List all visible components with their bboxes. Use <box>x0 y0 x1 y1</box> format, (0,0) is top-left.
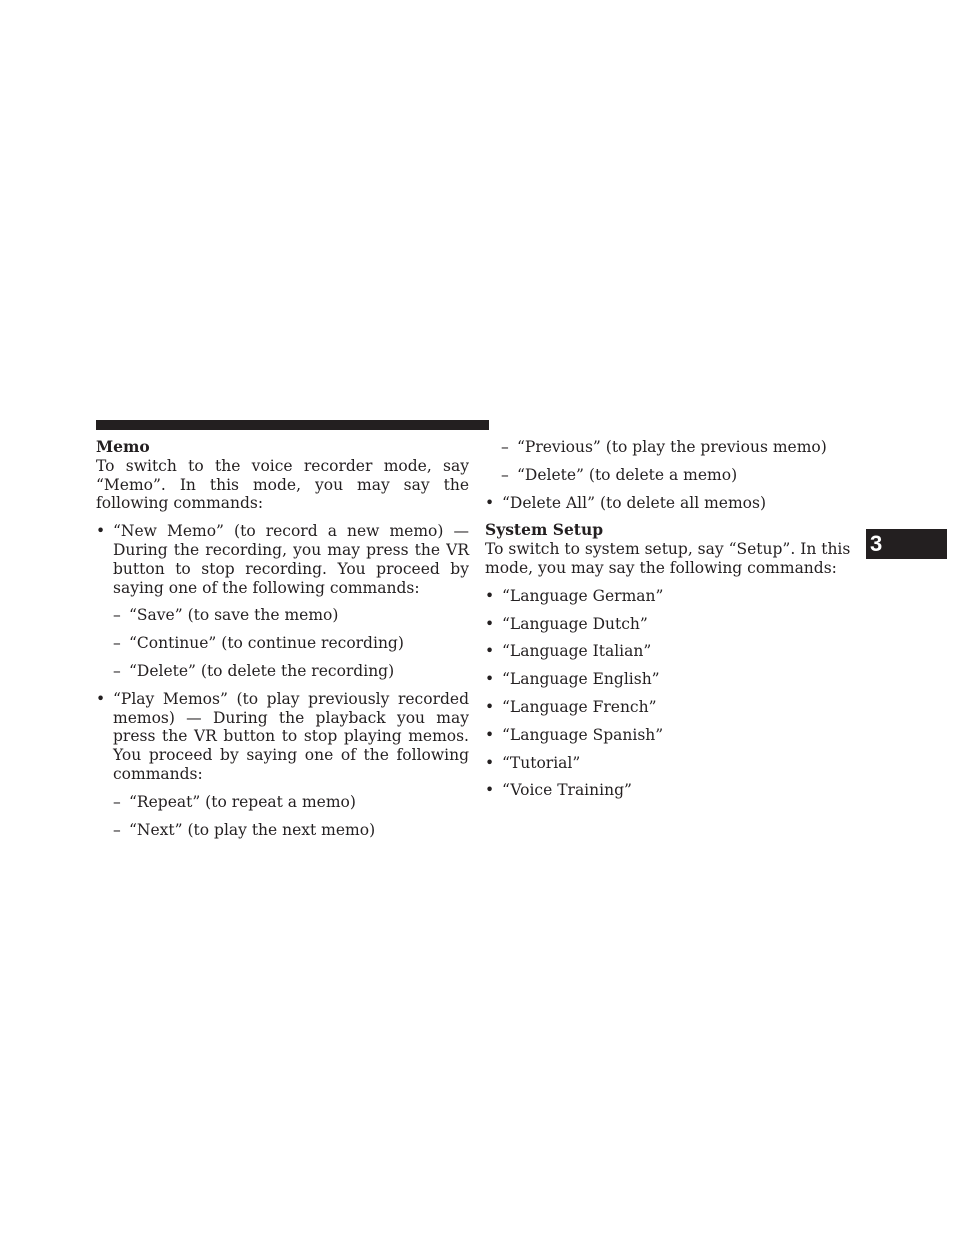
list-item <box>485 587 858 606</box>
bullet-mark: • <box>485 753 495 772</box>
sub-item-text: “Next” (to play the next memo) <box>129 820 376 839</box>
bullet-text: “Language Italian” <box>502 642 652 661</box>
bullet-mark: • <box>485 614 495 633</box>
sub-item <box>113 821 469 840</box>
bullet-text: “Tutorial” <box>502 753 581 772</box>
list-item <box>485 642 858 661</box>
dash-mark: – <box>113 634 121 653</box>
left-column <box>96 438 469 839</box>
memo-heading: Memo <box>96 437 150 456</box>
sub-item-text: “Delete” (to delete the recording) <box>129 661 395 680</box>
list-item <box>485 754 858 773</box>
bullet-text: “New Memo” (to record a new memo) — During the recording, you may press the VR button to stop recording. You proceed by saying one of the following commands: <box>113 522 469 597</box>
bullet-text: “Delete All” (to delete all memos) <box>502 493 767 512</box>
sub-item <box>501 466 858 485</box>
sub-item <box>113 634 469 653</box>
sub-item-text: “Delete” (to delete a memo) <box>517 465 738 484</box>
system-setup-heading: System Setup <box>485 520 604 540</box>
list-item <box>485 726 858 745</box>
list-item <box>485 698 858 717</box>
system-setup-intro: To switch to system setup, say “Setup”. In this mode, you may say the following commands: <box>485 540 851 577</box>
memo-intro: To switch to the voice recorder mode, say “Memo”. In this mode, you may say the following commands: <box>96 456 469 513</box>
right-column <box>485 438 858 800</box>
bullet-mark: • <box>485 725 495 744</box>
bullet-text: “Voice Training” <box>502 781 632 800</box>
bullet-mark: • <box>485 493 495 512</box>
list-item <box>96 522 469 597</box>
dash-mark: – <box>501 465 509 484</box>
list-item <box>485 670 858 689</box>
bullet-text: “Language English” <box>502 670 660 689</box>
list-item <box>485 494 858 513</box>
bullet-text: “Language German” <box>502 586 664 605</box>
bullet-mark: • <box>485 642 495 661</box>
sub-item <box>113 606 469 625</box>
dash-mark: – <box>113 792 121 811</box>
bullet-text: “Play Memos” (to play previously recorded memos) — During the playback you may press the VR button to stop playing memos. You proceed by saying one of the following commands: <box>113 689 469 783</box>
bullet-mark: • <box>485 586 495 605</box>
sub-item <box>113 793 469 812</box>
sub-item-text: “Continue” (to continue recording) <box>129 634 404 653</box>
bullet-mark: • <box>485 697 495 716</box>
dash-mark: – <box>501 438 509 456</box>
list-item <box>485 781 858 800</box>
sub-item-text: “Repeat” (to repeat a memo) <box>129 792 356 811</box>
sub-item <box>113 662 469 681</box>
bullet-mark: • <box>96 689 106 708</box>
sub-item-text: “Previous” (to play the previous memo) <box>517 438 827 456</box>
chapter-tab: 3 <box>866 529 947 559</box>
sub-item-text: “Save” (to save the memo) <box>129 606 339 625</box>
dash-mark: – <box>113 661 121 680</box>
bullet-text: “Language Spanish” <box>502 725 664 744</box>
sub-item <box>501 438 858 457</box>
dash-mark: – <box>113 820 121 839</box>
dash-mark: – <box>113 606 121 625</box>
section-rule <box>96 420 489 430</box>
list-item <box>485 615 858 634</box>
bullet-text: “Language Dutch” <box>502 614 648 633</box>
bullet-mark: • <box>96 522 106 541</box>
list-item <box>96 690 469 784</box>
bullet-mark: • <box>485 670 495 689</box>
bullet-text: “Language French” <box>502 697 657 716</box>
bullet-mark: • <box>485 781 495 800</box>
